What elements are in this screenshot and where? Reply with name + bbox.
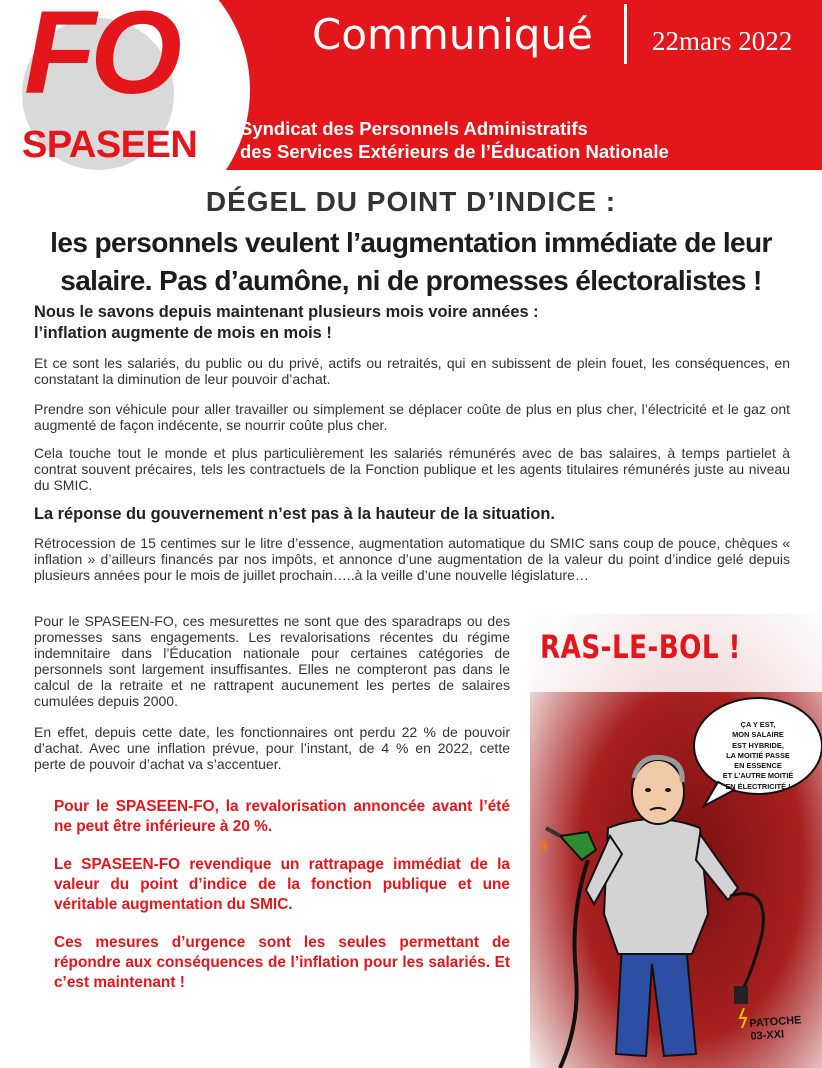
speech-bubble-text — [706, 720, 810, 792]
lead-line-2: l’inflation augmente de mois en mois ! — [34, 324, 332, 342]
demand-2: Le SPASEEN-FO revendique un rattrapage immédiat de la valeur du point d’indice de la fonction publique et une véritable augmentation du SMIC. — [54, 856, 510, 913]
headline-title: DÉGEL DU POINT D’INDICE : — [205, 186, 617, 217]
cartoon-drawing — [530, 614, 822, 1068]
syndicat-line-1: Syndicat des Personnels Administratifs — [240, 118, 588, 139]
cartoon-illustration — [530, 614, 822, 1068]
bubble-line: EST HYBRIDE, — [732, 740, 784, 750]
signature-date: 03-XXI — [750, 1028, 785, 1043]
sweater — [604, 819, 708, 954]
artist-signature — [749, 1014, 803, 1044]
paragraph-5: Pour le SPASEEN-FO, ces mesurettes ne sont que des sparadraps ou des promesses sans engagements. Les revalorisations récentes du régime indemnitaire dans l’Éducation nationale pour certaines catégories de personnels sont largement insuffisantes. Elles ne compteront pas dans le calcul de la retraite et ne rattrapent aucunement les pertes de salaires cumulées depuis 2000. — [34, 613, 510, 709]
lead-line-1: Nous le savons depuis maintenant plusieurs mois voire années : — [34, 303, 539, 321]
headline-subtitle: les personnels veulent l’augmentation immédiate de leur salaire. Pas d’aumône, ni de promesses électoralistes ! — [50, 227, 772, 296]
lead-paragraph — [34, 302, 794, 344]
paragraph-2: Prendre son véhicule pour aller travailler ou simplement se déplacer coûte de plus en plus cher, l’électricité et le gaz ont augmenté de façon indécente, se nourrir coûte plus cher. — [34, 401, 790, 433]
bubble-line: EN ÉLECTRICITÉ ! — [725, 781, 791, 791]
bubble-line: MON SALAIRE — [732, 730, 784, 740]
paragraph-4: Rétrocession de 15 centimes sur le litre d’essence, augmentation automatique du SMIC sans coup de pouce, chèques « inflation » d’ailleurs financés par nos impôts, et annonce d’une augmentation de la valeur du point d’indice gelé depuis plusieurs années pour le mois de juillet prochain…..à la veille d’une nouvelle législature… — [34, 535, 790, 583]
electric-plug — [734, 986, 748, 1004]
cartoon-caption: RAS-LE-BOL ! — [540, 628, 741, 666]
logo-spaseen: SPASEEN — [22, 124, 198, 166]
bubble-line: ÇA Y EST, — [740, 720, 776, 729]
doc-date: 22mars 2022 — [652, 26, 793, 56]
bubble-line: ET L’AUTRE MOITIÉ — [722, 771, 794, 781]
syndicat-line-2: des Services Extérieurs de l’Éducation Nationale — [240, 141, 669, 162]
doc-type-title: Communiqué — [312, 10, 593, 59]
bubble-line: EN ESSENCE — [734, 761, 782, 771]
bubble-line: LA MOITIÉ PASSE — [726, 750, 790, 760]
paragraph-6: En effet, depuis cette date, les fonctionnaires ont perdu 22 % de pouvoir d’achat. Avec une inflation prévue, pour l’instant, de 4 % en 2022, cette perte de pouvoir d’achat va s’accentuer. — [34, 724, 510, 772]
paragraph-3: Cela touche tout le monde et plus particulièrement les salariés rémunérés avec de bas salaires, à temps partielet à contrat souvent précaires, tels les contractuels de la Fonction publique et les agents titulaires rémunérés juste au niveau du SMIC. — [34, 445, 790, 493]
signature-name: PATOCHE — [749, 1014, 802, 1030]
demand-3: Ces mesures d’urgence sont les seules permettant de répondre aux conséquences de l’inflation pour les salariés. Et c’est maintenant ! — [54, 934, 510, 991]
logo-fo: FO — [24, 0, 176, 119]
syndicat-name — [240, 117, 669, 163]
section-subhead: La réponse du gouvernement n’est pas à la hauteur de la situation. — [34, 505, 555, 523]
title-divider — [624, 4, 627, 64]
demand-1: Pour le SPASEEN-FO, la revalorisation annoncée avant l’été ne peut être inférieure à 20 %. — [54, 798, 510, 835]
paragraph-1: Et ce sont les salariés, du public ou du privé, actifs ou retraités, qui en subissent de plein fouet, les conséquences, en constatant la diminution de leur pouvoir d’achat. — [34, 355, 790, 387]
